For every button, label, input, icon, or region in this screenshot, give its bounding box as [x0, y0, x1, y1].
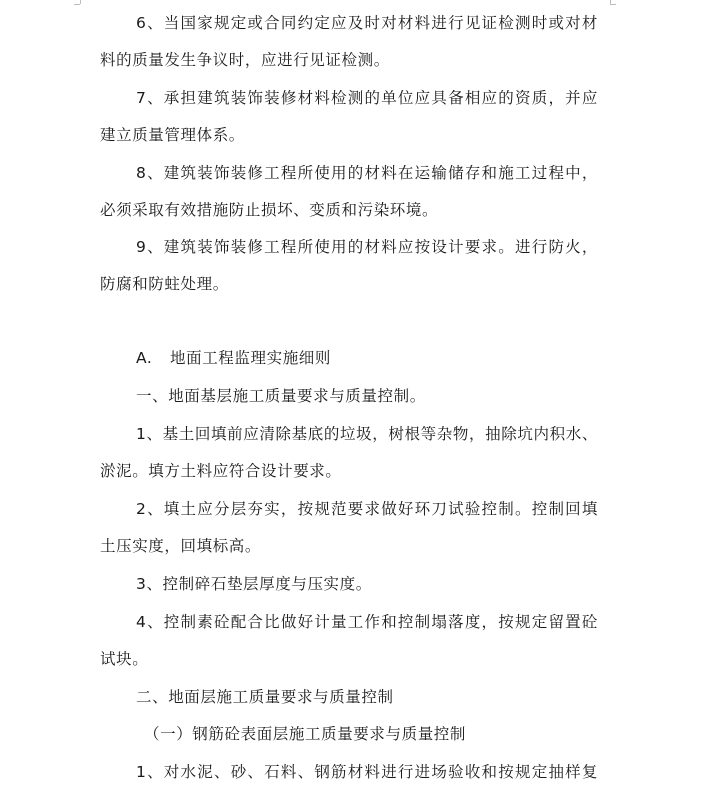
section-a-label: A.: [136, 349, 153, 367]
section-2-subsection: （一）钢筋砼表面层施工质量要求与质量控制: [144, 725, 467, 743]
paragraph-7-line-2: 建立质量管理体系。: [100, 126, 245, 144]
paragraph-9-line-1: 9、建筑装饰装修工程所使用的材料应按设计要求。进行防火，: [136, 238, 598, 256]
section-a-heading: [136, 348, 331, 368]
section-1-title: 一、地面基层施工质量要求与质量控制。: [136, 387, 426, 405]
paragraph-6-line-1: 6、当国家规定或合同约定应及时对材料进行见证检测时或对材: [136, 14, 598, 32]
section-1-item-2-line-1: 2、填土应分层夯实，按规范要求做好环刀试验控制。控制回填: [136, 500, 598, 518]
page-corner-mark-left: [80, 0, 81, 4]
section-1-item-3: 3、控制碎石垫层厚度与压实度。: [136, 575, 372, 593]
section-1-item-2-line-2: 土压实度，回填标高。: [100, 537, 262, 555]
section-2-item-1-line-1: 1、对水泥、砂、石料、钢筋材料进行进场验收和按规定抽样复: [136, 763, 598, 781]
page-corner-mark-right-h: [610, 4, 616, 5]
section-1-item-1-line-1: 1、基土回填前应清除基底的垃圾，树根等杂物，抽除坑内积水、: [136, 425, 598, 443]
section-1-item-4-line-2: 试块。: [100, 650, 149, 668]
section-a-title: 地面工程监理实施细则: [170, 349, 332, 367]
paragraph-7-line-1: 7、承担建筑装饰装修材料检测的单位应具备相应的资质，并应: [136, 89, 598, 107]
paragraph-9-line-2: 防腐和防蛀处理。: [100, 275, 229, 293]
section-2-title: 二、地面层施工质量要求与质量控制: [136, 688, 394, 706]
page-corner-mark-left-h: [74, 4, 80, 5]
paragraph-6-line-2: 料的质量发生争议时，应进行见证检测。: [100, 51, 390, 69]
section-1-item-4-line-1: 4、控制素砼配合比做好计量工作和控制塌落度，按规定留置砼: [136, 613, 598, 631]
paragraph-8-line-2: 必须采取有效措施防止损坏、变质和污染环境。: [100, 201, 439, 219]
section-1-item-1-line-2: 淤泥。填方土料应符合设计要求。: [100, 462, 342, 480]
paragraph-8-line-1: 8、建筑装饰装修工程所使用的材料在运输储存和施工过程中，: [136, 164, 598, 182]
